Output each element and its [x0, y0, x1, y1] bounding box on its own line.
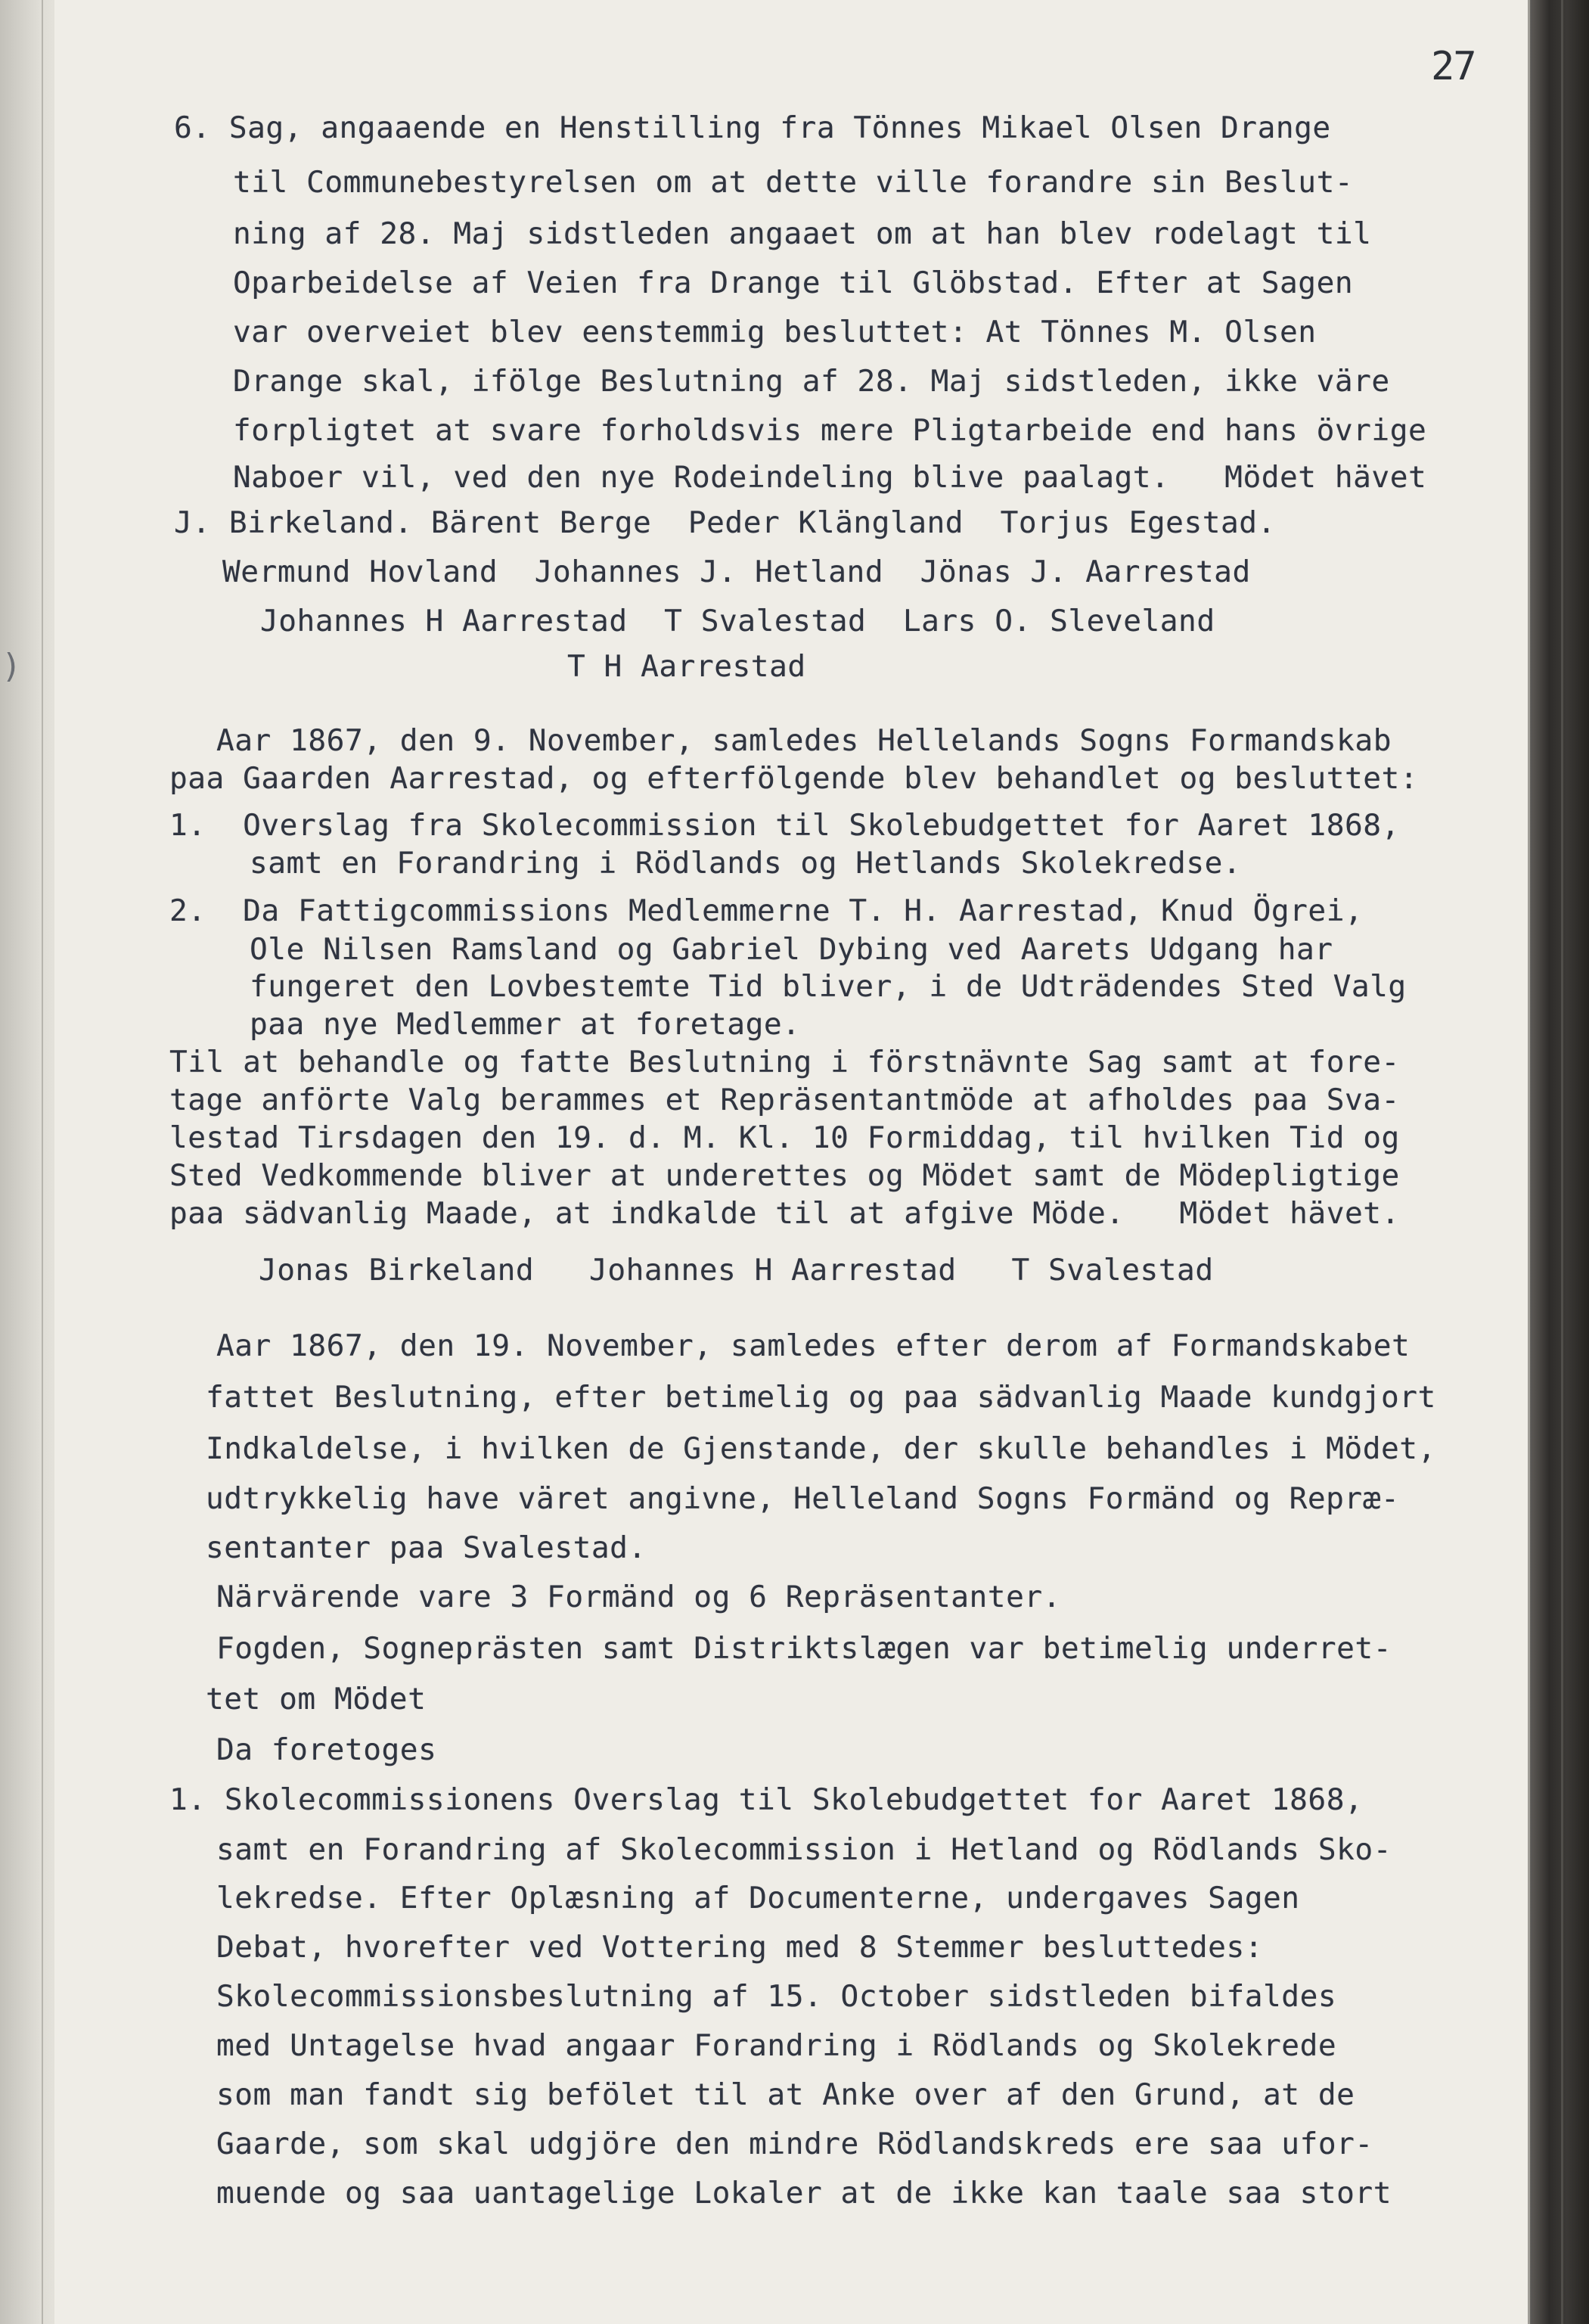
text-line: lekredse. Efter Oplæsning af Documenterne, undergaves Sagen — [216, 1881, 1300, 1915]
text-line: til Communebestyrelsen om at dette ville forandre sin Beslut- — [233, 165, 1354, 200]
page-number: 27 — [1431, 44, 1476, 89]
text-line: Närvärende vare 3 Formänd og 6 Repräsentanter. — [216, 1580, 1061, 1614]
text-line: Fogden, Sogneprästen samt Distriktslægen var betimelig underret- — [216, 1631, 1392, 1666]
text-line: Til at behandle og fatte Beslutning i förstnävnte Sag samt at fore- — [169, 1045, 1400, 1080]
text-line: var overveiet blev eenstemmig besluttet: At Tönnes M. Olsen — [233, 315, 1317, 350]
text-line: sentanter paa Svalestad. — [206, 1530, 647, 1565]
text-line: muende og saa uantagelige Lokaler at de ikke kan taale saa stort — [216, 2176, 1392, 2211]
signature-line: J. Birkeland. Bärent Berge Peder Klängland Torjus Egestad. — [174, 505, 1276, 540]
text-line: forpligtet at svare forholdsvis mere Pligtarbeide end hans övrige — [233, 413, 1427, 448]
text-line: Skolecommissionsbeslutning af 15. October sidstleden bifaldes — [216, 1979, 1337, 2014]
margin-mark: ) — [2, 647, 22, 685]
text-line: paa sädvanlig Maade, at indkalde til at afgive Möde. Mödet hävet. — [169, 1196, 1400, 1231]
text-line: fattet Beslutning, efter betimelig og paa sädvanlig Maade kundgjort — [206, 1380, 1436, 1415]
text-line: samt en Forandring af Skolecommission i Hetland og Rödlands Sko- — [216, 1832, 1392, 1867]
agenda-item: 2. Da Fattigcommissions Medlemmerne T. H. Aarrestad, Knud Ögrei, — [169, 893, 1364, 928]
text-line: Aar 1867, den 9. November, samledes Hellelands Sogns Formandskab — [216, 723, 1392, 758]
previous-page-edge — [0, 0, 43, 2324]
text-line: som man fandt sig befölet til at Anke over af den Grund, at de — [216, 2077, 1355, 2112]
text-line: Aar 1867, den 19. November, samledes efter derom af Formandskabet — [216, 1328, 1411, 1363]
text-line: Gaarde, som skal udgjöre den mindre Rödlandskreds ere saa ufor- — [216, 2127, 1373, 2161]
text-line: Ole Nilsen Ramsland og Gabriel Dybing ved Aarets Udgang har — [250, 932, 1333, 967]
signature-line: T H Aarrestad — [567, 649, 806, 684]
text-line: paa Gaarden Aarrestad, og efterfölgende blev behandlet og besluttet: — [169, 761, 1419, 796]
binding-cord — [1561, 0, 1563, 2324]
text-line: Naboer vil, ved den nye Rodeindeling blive paalagt. Mödet hävet — [233, 460, 1427, 495]
text-line: Sted Vedkommende bliver at underettes og Mödet samt de Mödepligtige — [169, 1158, 1400, 1193]
text-line: Indkaldelse, i hvilken de Gjenstande, der skulle behandles i Mödet, — [206, 1431, 1436, 1466]
text-line: lestad Tirsdagen den 19. d. M. Kl. 10 Formiddag, til hvilken Tid og — [169, 1120, 1400, 1155]
text-line: Drange skal, ifölge Beslutning af 28. Maj sidstleden, ikke väre — [233, 364, 1390, 399]
book-spine-edge — [1532, 0, 1589, 2324]
text-line: fungeret den Lovbestemte Tid bliver, i de Udträdendes Sted Valg — [250, 969, 1407, 1004]
text-line: 6. Sag, angaaende en Henstilling fra Tönnes Mikael Olsen Drange — [174, 110, 1331, 145]
text-line: udtrykkelig have väret angivne, Helleland Sogns Formänd og Repræ- — [206, 1481, 1400, 1516]
text-line: Oparbeidelse af Veien fra Drange til Glöbstad. Efter at Sagen — [233, 266, 1354, 300]
text-line: tet om Mödet — [206, 1682, 427, 1717]
document-page — [54, 0, 1530, 2324]
text-line: tage anförte Valg berammes et Repräsentantmöde at afholdes paa Sva- — [169, 1083, 1400, 1117]
agenda-item: 1. Overslag fra Skolecommission til Skolebudgettet for Aaret 1868, — [169, 808, 1400, 843]
text-line: ning af 28. Maj sidstleden angaaet om at han blev rodelagt til — [233, 216, 1372, 251]
text-line: paa nye Medlemmer at foretage. — [250, 1007, 801, 1042]
signature-line: Jonas Birkeland Johannes H Aarrestad T Svalestad — [259, 1253, 1214, 1288]
text-line: med Untagelse hvad angaar Forandring i Rödlands og Skolekrede — [216, 2028, 1337, 2063]
signature-line: Wermund Hovland Johannes J. Hetland Jönas J. Aarrestad — [222, 555, 1251, 589]
signature-line: Johannes H Aarrestad T Svalestad Lars O. Sleveland — [260, 604, 1215, 638]
text-line: Debat, hvorefter ved Vottering med 8 Stemmer besluttedes: — [216, 1930, 1264, 1965]
agenda-item: 1. Skolecommissionens Overslag til Skolebudgettet for Aaret 1868, — [169, 1782, 1364, 1817]
text-line: Da foretoges — [216, 1732, 437, 1767]
text-line: samt en Forandring i Rödlands og Hetlands Skolekredse. — [250, 846, 1242, 881]
